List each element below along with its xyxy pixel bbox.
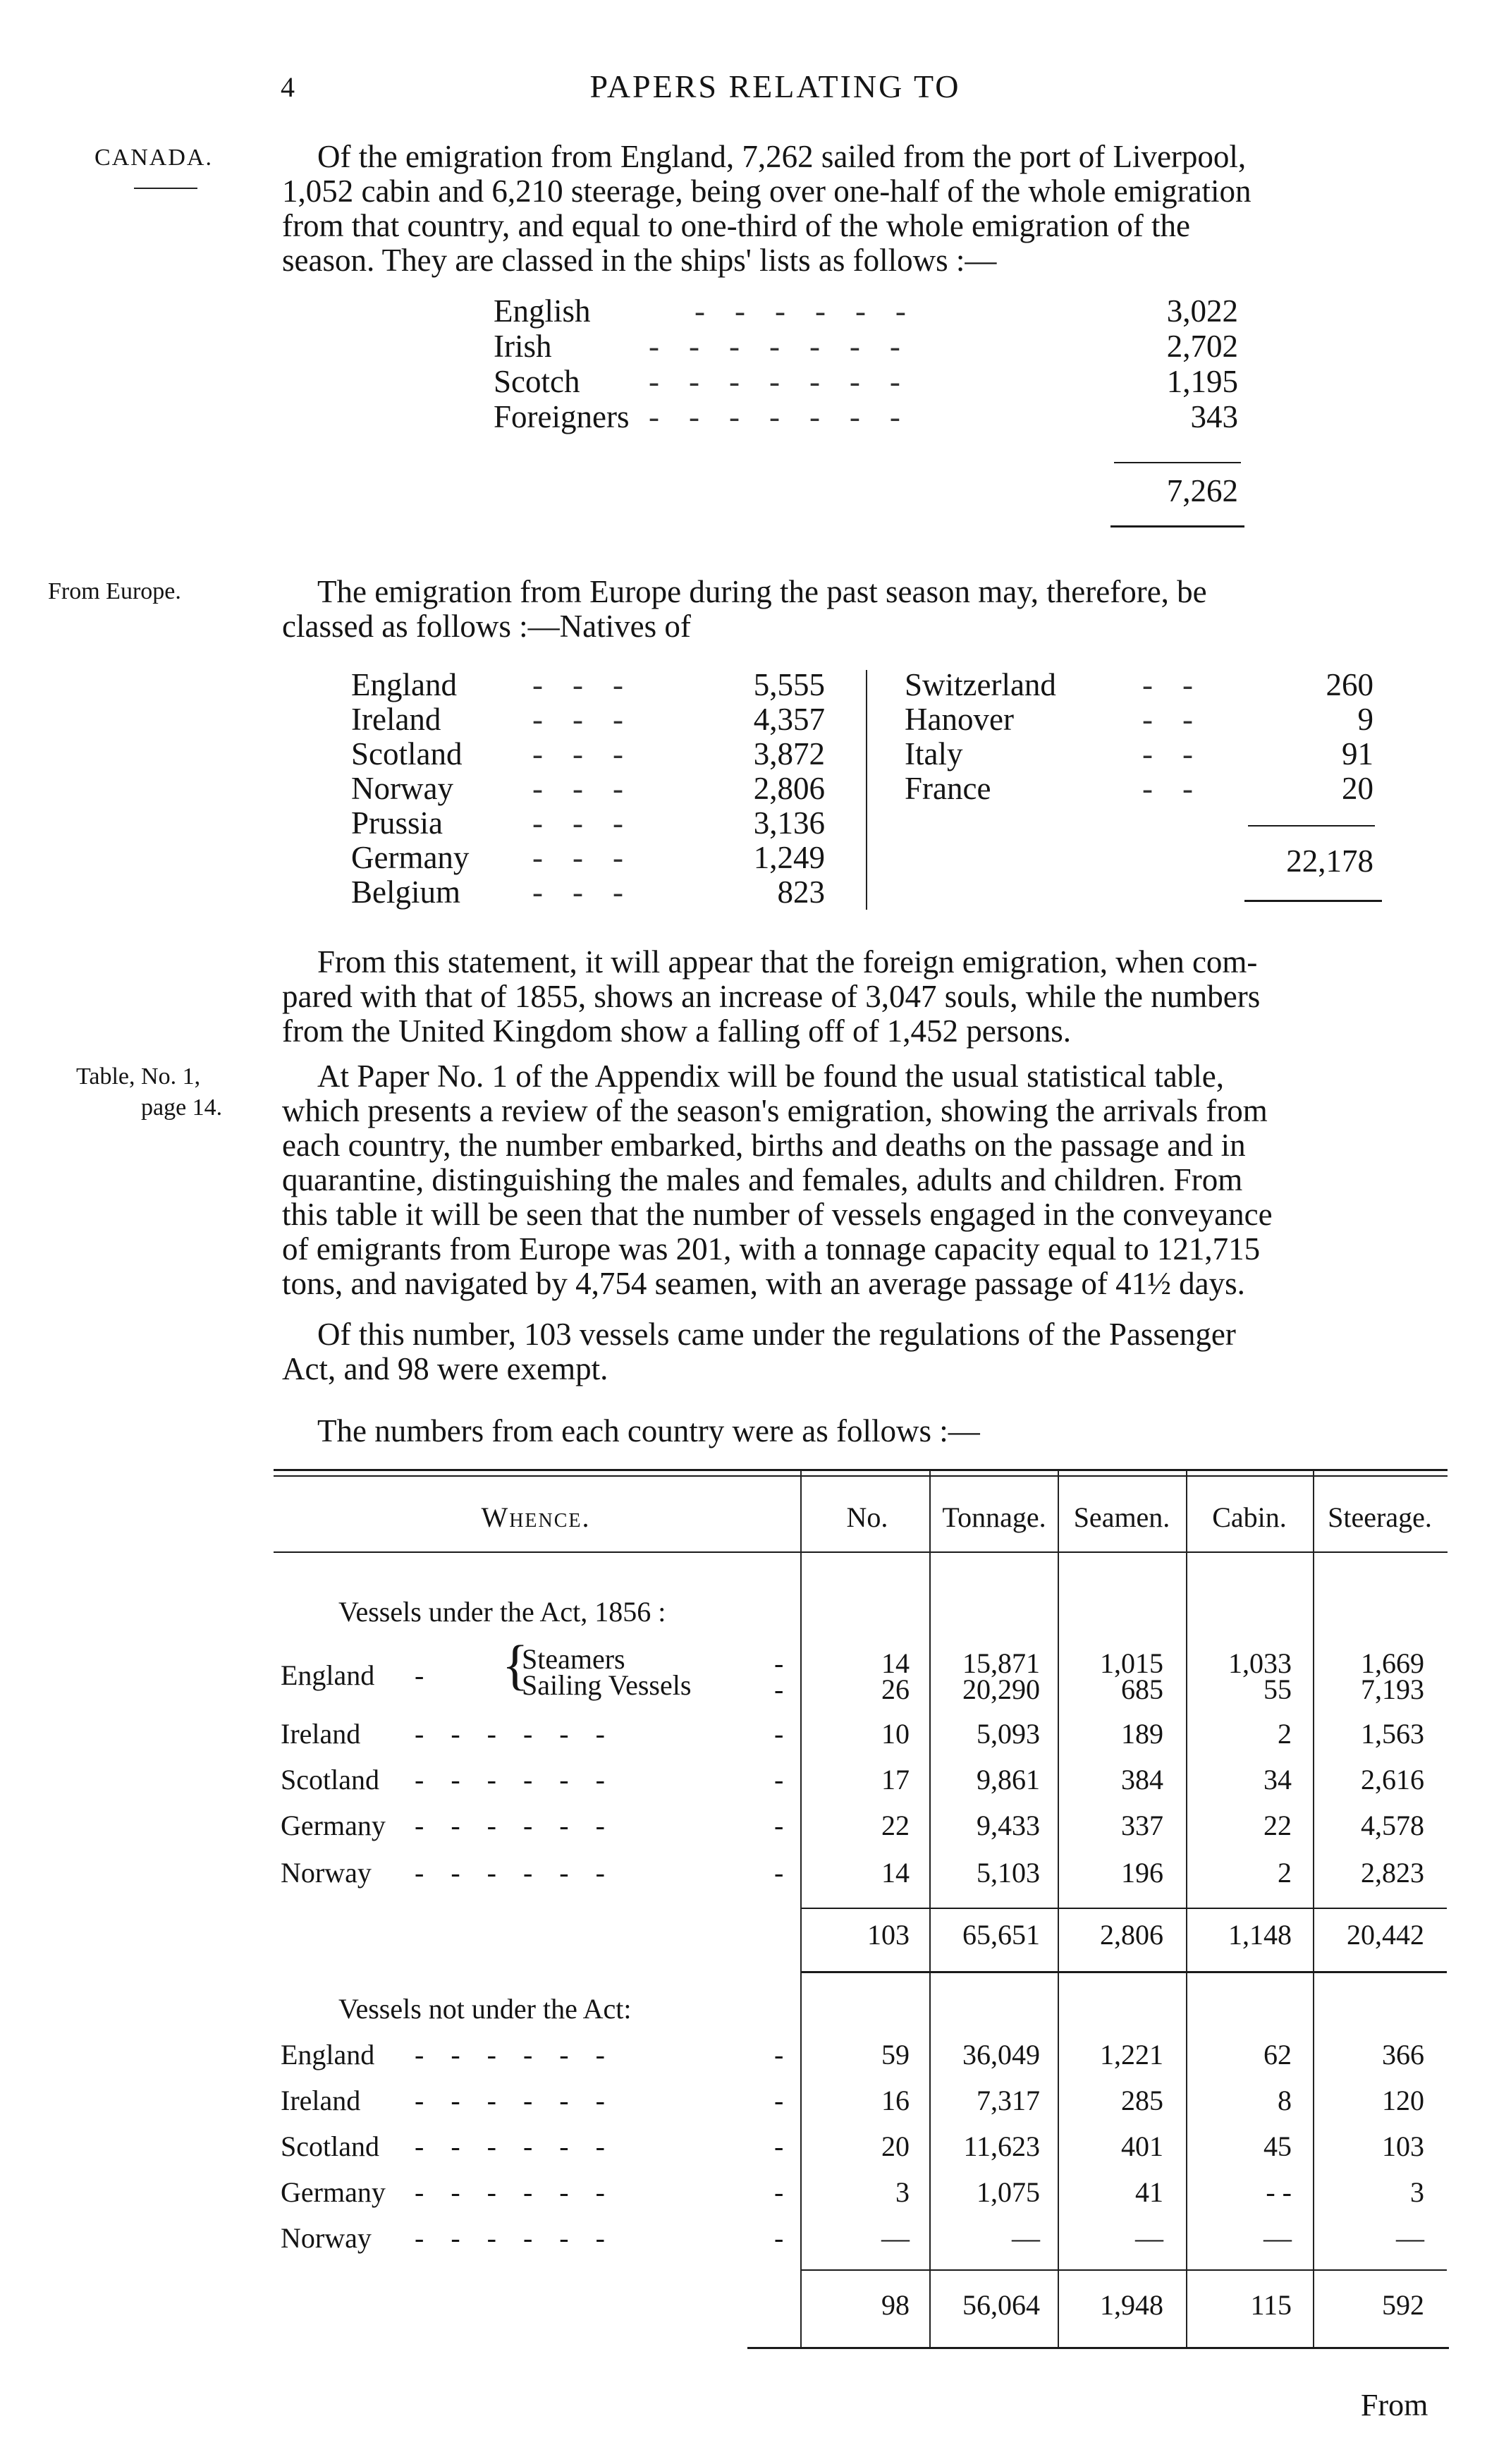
- section-title-not-under-act: Vessels not under the Act:: [338, 1993, 632, 2025]
- native-label: Belgium: [351, 874, 460, 910]
- total-seamen: 2,806: [1100, 1919, 1163, 1951]
- total-steerage: 592: [1382, 2289, 1424, 2321]
- leader-dash: -: [774, 1810, 784, 1841]
- row-no: 26: [881, 1673, 910, 1705]
- leader-dashes: ---: [532, 667, 653, 702]
- row-steerage: 1,563: [1361, 1718, 1424, 1750]
- row-cabin: 8: [1278, 2085, 1292, 2116]
- total-steerage: 20,442: [1347, 1919, 1424, 1951]
- row-whence: Norway: [281, 2222, 372, 2254]
- row-no: 16: [881, 2085, 910, 2116]
- total-rule: [1244, 900, 1382, 902]
- leader-dashes: - - - - - -: [415, 1810, 615, 1841]
- row-seamen: 685: [1121, 1673, 1163, 1705]
- sum-rule: [1248, 825, 1375, 827]
- row-cabin: —: [1263, 2222, 1292, 2254]
- leader-dashes: ---: [532, 874, 653, 910]
- list-label: Irish: [494, 329, 552, 364]
- row-no: 14: [881, 1647, 910, 1679]
- row-no: 10: [881, 1718, 910, 1750]
- row-steerage: 2,823: [1361, 1857, 1424, 1889]
- list-value: 3,022: [1166, 293, 1238, 329]
- native-value: 823: [777, 874, 825, 910]
- paragraph-statement: [282, 945, 1445, 1049]
- leader-dash: -: [774, 1718, 784, 1750]
- native-value: 1,249: [753, 840, 825, 875]
- row-whence: Germany: [281, 1810, 386, 1841]
- text-line: At Paper No. 1 of the Appendix will be found the usual statistical table,: [317, 1059, 1224, 1094]
- native-label: Prussia: [351, 805, 443, 841]
- row-tonnage: 36,049: [962, 2039, 1040, 2070]
- header-steerage: Steerage.: [1328, 1501, 1432, 1533]
- paragraph-appendix: [282, 1059, 1445, 1301]
- text-line: season. They are classed in the ships' lists as follows :—: [282, 243, 997, 278]
- total-rule: [1110, 525, 1244, 527]
- row-tonnage: 7,317: [977, 2085, 1040, 2116]
- margin-note-table-page: page 14.: [141, 1094, 223, 1121]
- row-no: —: [881, 2222, 910, 2254]
- subtotal-bottom-rule: [802, 1971, 1447, 1973]
- leader-dashes: ---: [532, 702, 653, 737]
- margin-note-from-europe: From Europe.: [48, 578, 181, 604]
- paragraph-canada-emigration: [282, 140, 1445, 278]
- leader-dashes: --: [1142, 736, 1223, 771]
- row-tonnage: —: [1012, 2222, 1040, 2254]
- row-whence: Scotland: [281, 1764, 379, 1795]
- list-label: Foreigners: [494, 399, 630, 434]
- native-value: 20: [1342, 771, 1373, 806]
- row-seamen: 196: [1121, 1857, 1163, 1889]
- row-seamen: 41: [1135, 2176, 1163, 2208]
- catchword: From: [1361, 2388, 1428, 2422]
- leader-dashes: -: [415, 1659, 424, 1691]
- leader-dash: -: [774, 2222, 784, 2254]
- native-label: Scotland: [351, 736, 463, 771]
- margin-rule: [134, 188, 197, 189]
- leader-dashes: - - - - - -: [415, 2130, 615, 2162]
- native-value: 260: [1326, 667, 1373, 702]
- brace-glyph: {: [502, 1634, 529, 1695]
- row-cabin: 2: [1278, 1857, 1292, 1889]
- leader-dash: -: [774, 1673, 784, 1705]
- leader-dash: -: [774, 1857, 784, 1889]
- row-steerage: 103: [1382, 2130, 1424, 2162]
- row-whence: England: [281, 2039, 375, 2070]
- classes-total: 7,262: [1166, 473, 1238, 508]
- row-steerage: 1,669: [1361, 1647, 1424, 1679]
- paragraph-from-europe: [282, 575, 1445, 644]
- leader-dashes: ------: [694, 293, 936, 329]
- row-seamen: 337: [1121, 1810, 1163, 1841]
- text-line: The emigration from Europe during the past season may, therefore, be: [317, 574, 1207, 609]
- header-cabin: Cabin.: [1212, 1501, 1287, 1533]
- row-whence: England: [281, 1659, 375, 1691]
- native-value: 91: [1342, 736, 1373, 771]
- leader-dashes: -------: [649, 399, 930, 434]
- subtotal-rule: [802, 2269, 1447, 2271]
- text-line: from the United Kingdom show a falling off of 1,452 persons.: [282, 1013, 1072, 1049]
- header-seamen: Seamen.: [1073, 1501, 1170, 1533]
- column-line: [929, 1470, 931, 2348]
- native-label: Hanover: [905, 702, 1014, 737]
- total-cabin: 1,148: [1228, 1919, 1292, 1951]
- header-no: No.: [846, 1501, 888, 1533]
- row-cabin: 34: [1263, 1764, 1292, 1795]
- header-rule: [274, 1551, 1448, 1553]
- row-seamen: 1,015: [1100, 1647, 1163, 1679]
- leader-dashes: ---: [532, 771, 653, 806]
- row-tonnage: 9,861: [977, 1764, 1040, 1795]
- row-no: 14: [881, 1857, 910, 1889]
- row-cabin: - -: [1266, 2176, 1292, 2208]
- leader-dashes: -------: [649, 364, 930, 399]
- leader-dashes: - - - - - -: [415, 1764, 615, 1795]
- row-no: 59: [881, 2039, 910, 2070]
- native-label: France: [905, 771, 991, 806]
- native-label: Norway: [351, 771, 453, 806]
- native-label: Switzerland: [905, 667, 1056, 702]
- row-tonnage: 1,075: [977, 2176, 1040, 2208]
- header-tonnage: Tonnage.: [942, 1501, 1046, 1533]
- row-whence: Ireland: [281, 2085, 361, 2116]
- row-cabin: 45: [1263, 2130, 1292, 2162]
- native-value: 3,136: [753, 805, 825, 841]
- native-value: 9: [1357, 702, 1373, 737]
- total-tonnage: 65,651: [962, 1919, 1040, 1951]
- list-label: English: [494, 293, 591, 329]
- text-line: of emigrants from Europe was 201, with a tonnage capacity equal to 121,715: [282, 1231, 1261, 1267]
- total-no: 98: [881, 2289, 910, 2321]
- leader-dashes: - - - - - -: [415, 2222, 615, 2254]
- row-steerage: 2,616: [1361, 1764, 1424, 1795]
- leader-dashes: -------: [649, 329, 930, 364]
- leader-dashes: - - - - - -: [415, 2085, 615, 2116]
- text-line: Of this number, 103 vessels came under the regulations of the Passenger: [317, 1317, 1236, 1352]
- native-label: Ireland: [351, 702, 441, 737]
- row-steerage: 7,193: [1361, 1673, 1424, 1705]
- leader-dashes: - - - - - -: [415, 2176, 615, 2208]
- leader-dashes: - - - - - -: [415, 2039, 615, 2070]
- leader-dashes: - - - - - -: [415, 1857, 615, 1889]
- leader-dash: -: [774, 1647, 784, 1679]
- list-value: 343: [1190, 399, 1238, 434]
- header-whence: Whence.: [481, 1501, 591, 1533]
- margin-note-table-ref: Table, No. 1,: [76, 1063, 201, 1090]
- subtotal-rule: [802, 1908, 1447, 1909]
- row-subtype: Sailing Vessels: [522, 1669, 692, 1701]
- native-value: 4,357: [753, 702, 825, 737]
- leader-dash: -: [774, 1764, 784, 1795]
- column-line: [1313, 1470, 1314, 2348]
- text-line: tons, and navigated by 4,754 seamen, with an average passage of 41½ days.: [282, 1266, 1245, 1301]
- text-line: from that country, and equal to one-third of the whole emigration of the: [282, 208, 1190, 243]
- row-seamen: 1,221: [1100, 2039, 1163, 2070]
- total-tonnage: 56,064: [962, 2289, 1040, 2321]
- list-value: 2,702: [1166, 329, 1238, 364]
- row-steerage: 366: [1382, 2039, 1424, 2070]
- table-top-rule: [274, 1469, 1448, 1471]
- leader-dash: -: [774, 2130, 784, 2162]
- text-line: From this statement, it will appear that the foreign emigration, when com-: [317, 944, 1258, 980]
- row-no: 3: [895, 2176, 910, 2208]
- paragraph-vessel-count: [282, 1317, 1445, 1386]
- row-steerage: —: [1396, 2222, 1424, 2254]
- leader-dashes: ---: [532, 805, 653, 841]
- leader-dashes: --: [1142, 667, 1223, 702]
- text-line: pared with that of 1855, shows an increase of 3,047 souls, while the numbers: [282, 979, 1261, 1014]
- text-line: Act, and 98 were exempt.: [282, 1351, 608, 1386]
- row-seamen: 285: [1121, 2085, 1163, 2116]
- paragraph-table-intro: The numbers from each country were as follows :—: [317, 1413, 980, 1448]
- row-steerage: 3: [1410, 2176, 1424, 2208]
- row-subtype: Steamers: [522, 1643, 625, 1675]
- row-steerage: 4,578: [1361, 1810, 1424, 1841]
- text-line: Of the emigration from England, 7,262 sailed from the port of Liverpool,: [317, 139, 1247, 174]
- column-line: [800, 1470, 802, 2348]
- leader-dashes: --: [1142, 702, 1223, 737]
- text-line: quarantine, distinguishing the males and females, adults and children. From: [282, 1162, 1243, 1197]
- leader-dashes: - - - - - -: [415, 1718, 615, 1750]
- leader-dash: -: [774, 2085, 784, 2116]
- text-line: which presents a review of the season's emigration, showing the arrivals from: [282, 1093, 1268, 1128]
- list-value: 1,195: [1166, 364, 1238, 399]
- native-value: 3,872: [753, 736, 825, 771]
- text-line: each country, the number embarked, births and deaths on the passage and in: [282, 1128, 1246, 1163]
- text-line: this table it will be seen that the number of vessels engaged in the conveyance: [282, 1197, 1273, 1232]
- row-steerage: 120: [1382, 2085, 1424, 2116]
- row-cabin: 2: [1278, 1718, 1292, 1750]
- leader-dash: -: [774, 2176, 784, 2208]
- leader-dash: -: [774, 2039, 784, 2070]
- row-seamen: 189: [1121, 1718, 1163, 1750]
- native-label: Italy: [905, 736, 963, 771]
- text-line: classed as follows :—Natives of: [282, 609, 691, 644]
- row-seamen: 384: [1121, 1764, 1163, 1795]
- row-cabin: 62: [1263, 2039, 1292, 2070]
- leader-dashes: ---: [532, 736, 653, 771]
- row-whence: Ireland: [281, 1718, 361, 1750]
- column-divider: [866, 670, 867, 910]
- natives-total: 22,178: [1286, 843, 1373, 879]
- row-seamen: —: [1135, 2222, 1163, 2254]
- native-value: 5,555: [753, 667, 825, 702]
- native-label: England: [351, 667, 457, 702]
- list-label: Scotch: [494, 364, 580, 399]
- column-line: [1186, 1470, 1187, 2348]
- row-tonnage: 11,623: [963, 2130, 1040, 2162]
- row-no: 17: [881, 1764, 910, 1795]
- row-tonnage: 20,290: [962, 1673, 1040, 1705]
- row-whence: Germany: [281, 2176, 386, 2208]
- row-whence: Norway: [281, 1857, 372, 1889]
- total-no: 103: [867, 1919, 910, 1951]
- native-label: Germany: [351, 840, 470, 875]
- leader-dashes: --: [1142, 771, 1223, 806]
- row-tonnage: 15,871: [962, 1647, 1040, 1679]
- row-no: 22: [881, 1810, 910, 1841]
- total-seamen: 1,948: [1100, 2289, 1163, 2321]
- row-no: 20: [881, 2130, 910, 2162]
- table-top-rule-inner: [274, 1475, 1448, 1477]
- row-tonnage: 5,093: [977, 1718, 1040, 1750]
- row-cabin: 55: [1263, 1673, 1292, 1705]
- row-tonnage: 9,433: [977, 1810, 1040, 1841]
- leader-dashes: ---: [532, 840, 653, 875]
- column-line: [1058, 1470, 1059, 2348]
- page-number: 4: [281, 71, 295, 103]
- row-cabin: 22: [1263, 1810, 1292, 1841]
- row-cabin: 1,033: [1228, 1647, 1292, 1679]
- margin-note-canada: CANADA.: [94, 145, 213, 171]
- total-cabin: 115: [1250, 2289, 1292, 2321]
- table-bottom-rule: [747, 2347, 1449, 2349]
- native-value: 2,806: [753, 771, 825, 806]
- running-head: PAPERS RELATING TO: [589, 68, 961, 104]
- sum-rule: [1114, 462, 1241, 463]
- text-line: 1,052 cabin and 6,210 steerage, being over one-half of the whole emigration: [282, 173, 1252, 209]
- row-whence: Scotland: [281, 2130, 379, 2162]
- row-seamen: 401: [1121, 2130, 1163, 2162]
- row-tonnage: 5,103: [977, 1857, 1040, 1889]
- section-title-under-act: Vessels under the Act, 1856 :: [338, 1596, 666, 1628]
